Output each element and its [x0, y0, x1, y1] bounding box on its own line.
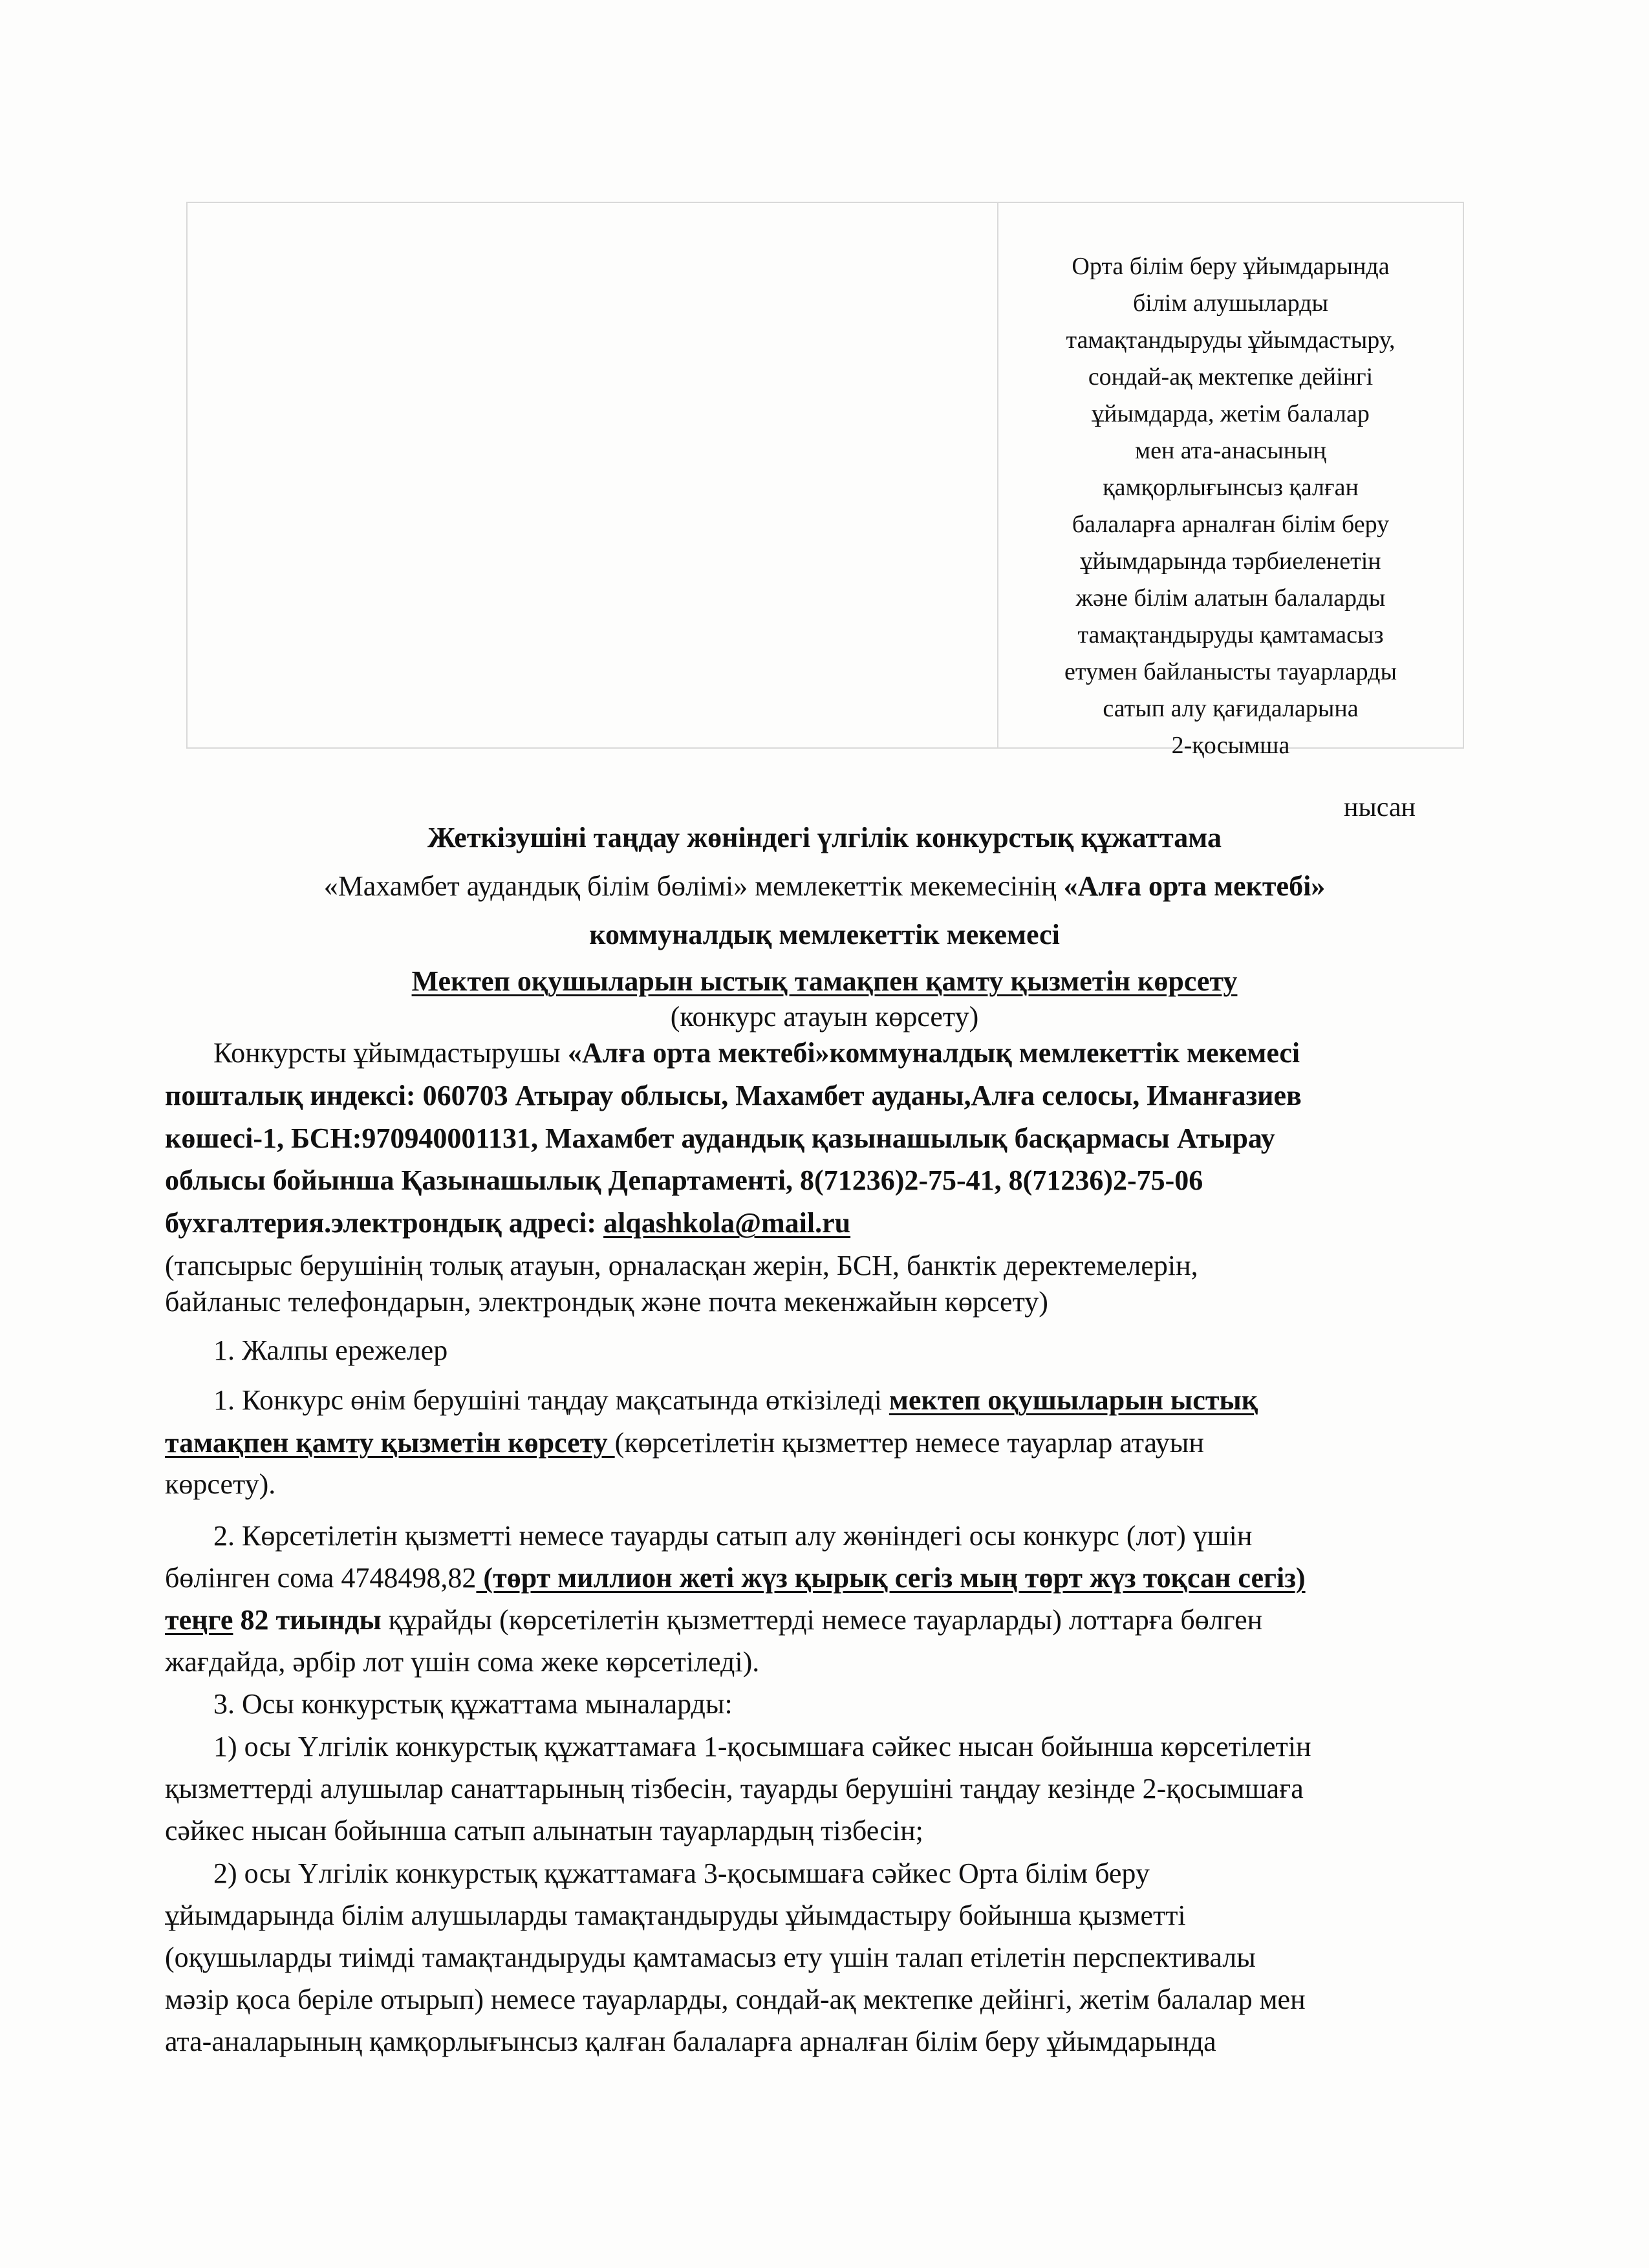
doc-subtitle — [129, 870, 1520, 903]
organizer-address: пошталық индексі: 060703 Атырау облысы, Махамбет ауданы,Алға селосы, Иманғазиев — [165, 1080, 1302, 1111]
p3-2-line: (оқушыларды тиімді тамақтандыруды қамтамасыз ету үшін талап етілетін перспективалы — [165, 1942, 1256, 1973]
org-type: коммуналдық мемлекеттік мекемесі — [589, 919, 1060, 950]
organizer-name: «Алға орта мектебі»коммуналдық мемлекеттік мекемесі — [567, 1037, 1300, 1069]
email-link[interactable]: alqashkola@mail.ru — [603, 1207, 851, 1239]
appendix-line: қамқорлығынсыз қалған — [1103, 474, 1359, 501]
p1-service: тамақпен қамту қызметін көрсету — [165, 1427, 615, 1459]
p1-text: (көрсетілетін қызметтер немесе тауарлар атауын — [614, 1427, 1204, 1459]
doc-title: Жеткізушіні таңдау жөніндегі үлгілік конкурстық құжаттама — [427, 822, 1222, 853]
appendix-line: ұйымдарда, жетім балалар — [1092, 400, 1370, 427]
p2-text: құрайды (көрсетілетін қызметтерді немесе тауарларды) лоттарға бөлген — [381, 1604, 1263, 1636]
header-blank-cell — [188, 203, 998, 747]
p1-line — [165, 1426, 1204, 1459]
p2-line — [165, 1561, 1306, 1594]
appendix-line: білім алушыларды — [1132, 290, 1329, 317]
contest-name: Мектеп оқушыларын ыстық тамақпен қамту қызметін көрсету — [411, 965, 1238, 997]
p2-tiyn: 82 тиынды — [233, 1604, 382, 1636]
p3-2-line: 2) осы Үлгілік конкурстық құжаттамаға 3-қосымшаға сәйкес Орта білім беру — [213, 1857, 1150, 1889]
p1-line — [213, 1384, 1258, 1417]
appendix-line: тамақтандыруды қамтамасыз — [1077, 621, 1384, 648]
organizer-email-line — [165, 1206, 850, 1239]
header-table — [186, 202, 1464, 759]
appendix-line: 2-қосымша — [1171, 732, 1290, 759]
subtitle-plain: «Махамбет аудандық білім бөлімі» мемлекеттік мекемесінің — [323, 870, 1064, 902]
organizer-bin: көшесі-1, БСН:970940001131, Махамбет аудандық қазынашылық басқармасы Атырау — [165, 1122, 1275, 1154]
p3-2-line: ұйымдарында білім алушыларды тамақтандыруды ұйымдастыру бойынша қызметті — [165, 1899, 1186, 1931]
p3-1-line: қызметтерді алушылар санаттарының тізбесін, тауарды берушіні таңдау кезінде 2-қосымшаға — [165, 1773, 1304, 1804]
p1-line: көрсету). — [165, 1468, 276, 1500]
appendix-line: сатып алу қағидаларына — [1103, 695, 1359, 722]
p2-amount: бөлінген сома 4748498,82 — [165, 1562, 477, 1594]
email-label: бухгалтерия.электрондық адресі: — [165, 1207, 604, 1239]
section-heading: 1. Жалпы ережелер — [213, 1334, 448, 1366]
p1-service: мектеп оқушыларын ыстық — [889, 1384, 1258, 1416]
appendix-line: сондай-ақ мектепке дейінгі — [1088, 363, 1374, 390]
appendix-line: ұйымдарында тәрбиеленетін — [1080, 548, 1381, 575]
appendix-line: және білім алатын балаларды — [1075, 584, 1386, 612]
appendix-line: етумен байланысты тауарларды — [1064, 658, 1397, 685]
appendix-line: тамақтандыруды ұйымдастыру, — [1066, 326, 1396, 354]
contest-name-note: (конкурс атауын көрсету) — [670, 1001, 979, 1032]
appendix-note — [998, 203, 1463, 759]
p2-amount-words: (төрт миллион жеті жүз қырық сегіз мың төрт жүз тоқсан сегіз) — [476, 1562, 1306, 1594]
appendix-line: Орта білім беру ұйымдарында — [1072, 253, 1390, 280]
p2-line: 2. Көрсетілетін қызметті немесе тауарды сатып алу жөніндегі осы конкурс (лот) үшін — [213, 1520, 1253, 1552]
p3-line: 3. Осы конкурстық құжаттама мыналарды: — [213, 1688, 733, 1720]
customer-note: (тапсырыс берушінің толық атауын, орналасқан жерін, БСН, банктік деректемелерін, — [165, 1250, 1198, 1281]
p2-currency: теңге — [165, 1604, 233, 1636]
subtitle-bold: «Алға орта мектебі» — [1063, 870, 1326, 902]
p3-1-line: 1) осы Үлгілік конкурстық құжаттамаға 1-қосымшаға сәйкес нысан бойынша көрсетілетін — [213, 1731, 1311, 1762]
p2-line — [165, 1603, 1262, 1636]
appendix-line: балаларға арналған білім беру — [1072, 511, 1390, 538]
p3-2-line: мәзір қоса беріле отырып) немесе тауарларды, сондай-ақ мектепке дейінгі, жетім балалар мен — [165, 1984, 1306, 2015]
p3-2-line: ата-аналарының қамқорлығынсыз қалған балаларға арналған білім беру ұйымдарында — [165, 2026, 1216, 2057]
organizer-label: Конкурсты ұйымдастырушы — [213, 1037, 568, 1069]
form-label: нысан — [1344, 793, 1416, 822]
customer-note: байланыс телефондарын, электрондық және почта мекенжайын көрсету) — [165, 1286, 1048, 1318]
p2-line: жағдайда, әрбір лот үшін сома жеке көрсетіледі). — [165, 1646, 760, 1678]
p3-1-line: сәйкес нысан бойынша сатып алынатын тауарлардың тізбесін; — [165, 1815, 923, 1846]
appendix-line: мен ата-анасының — [1135, 437, 1326, 464]
organizer-phones: облысы бойынша Қазынашылық Департаменті, 8(71236)2-75-41, 8(71236)2-75-06 — [165, 1164, 1203, 1196]
p1-text: 1. Конкурс өнім берушіні таңдау мақсатында өткізіледі — [213, 1384, 889, 1416]
organizer-line — [213, 1036, 1300, 1069]
